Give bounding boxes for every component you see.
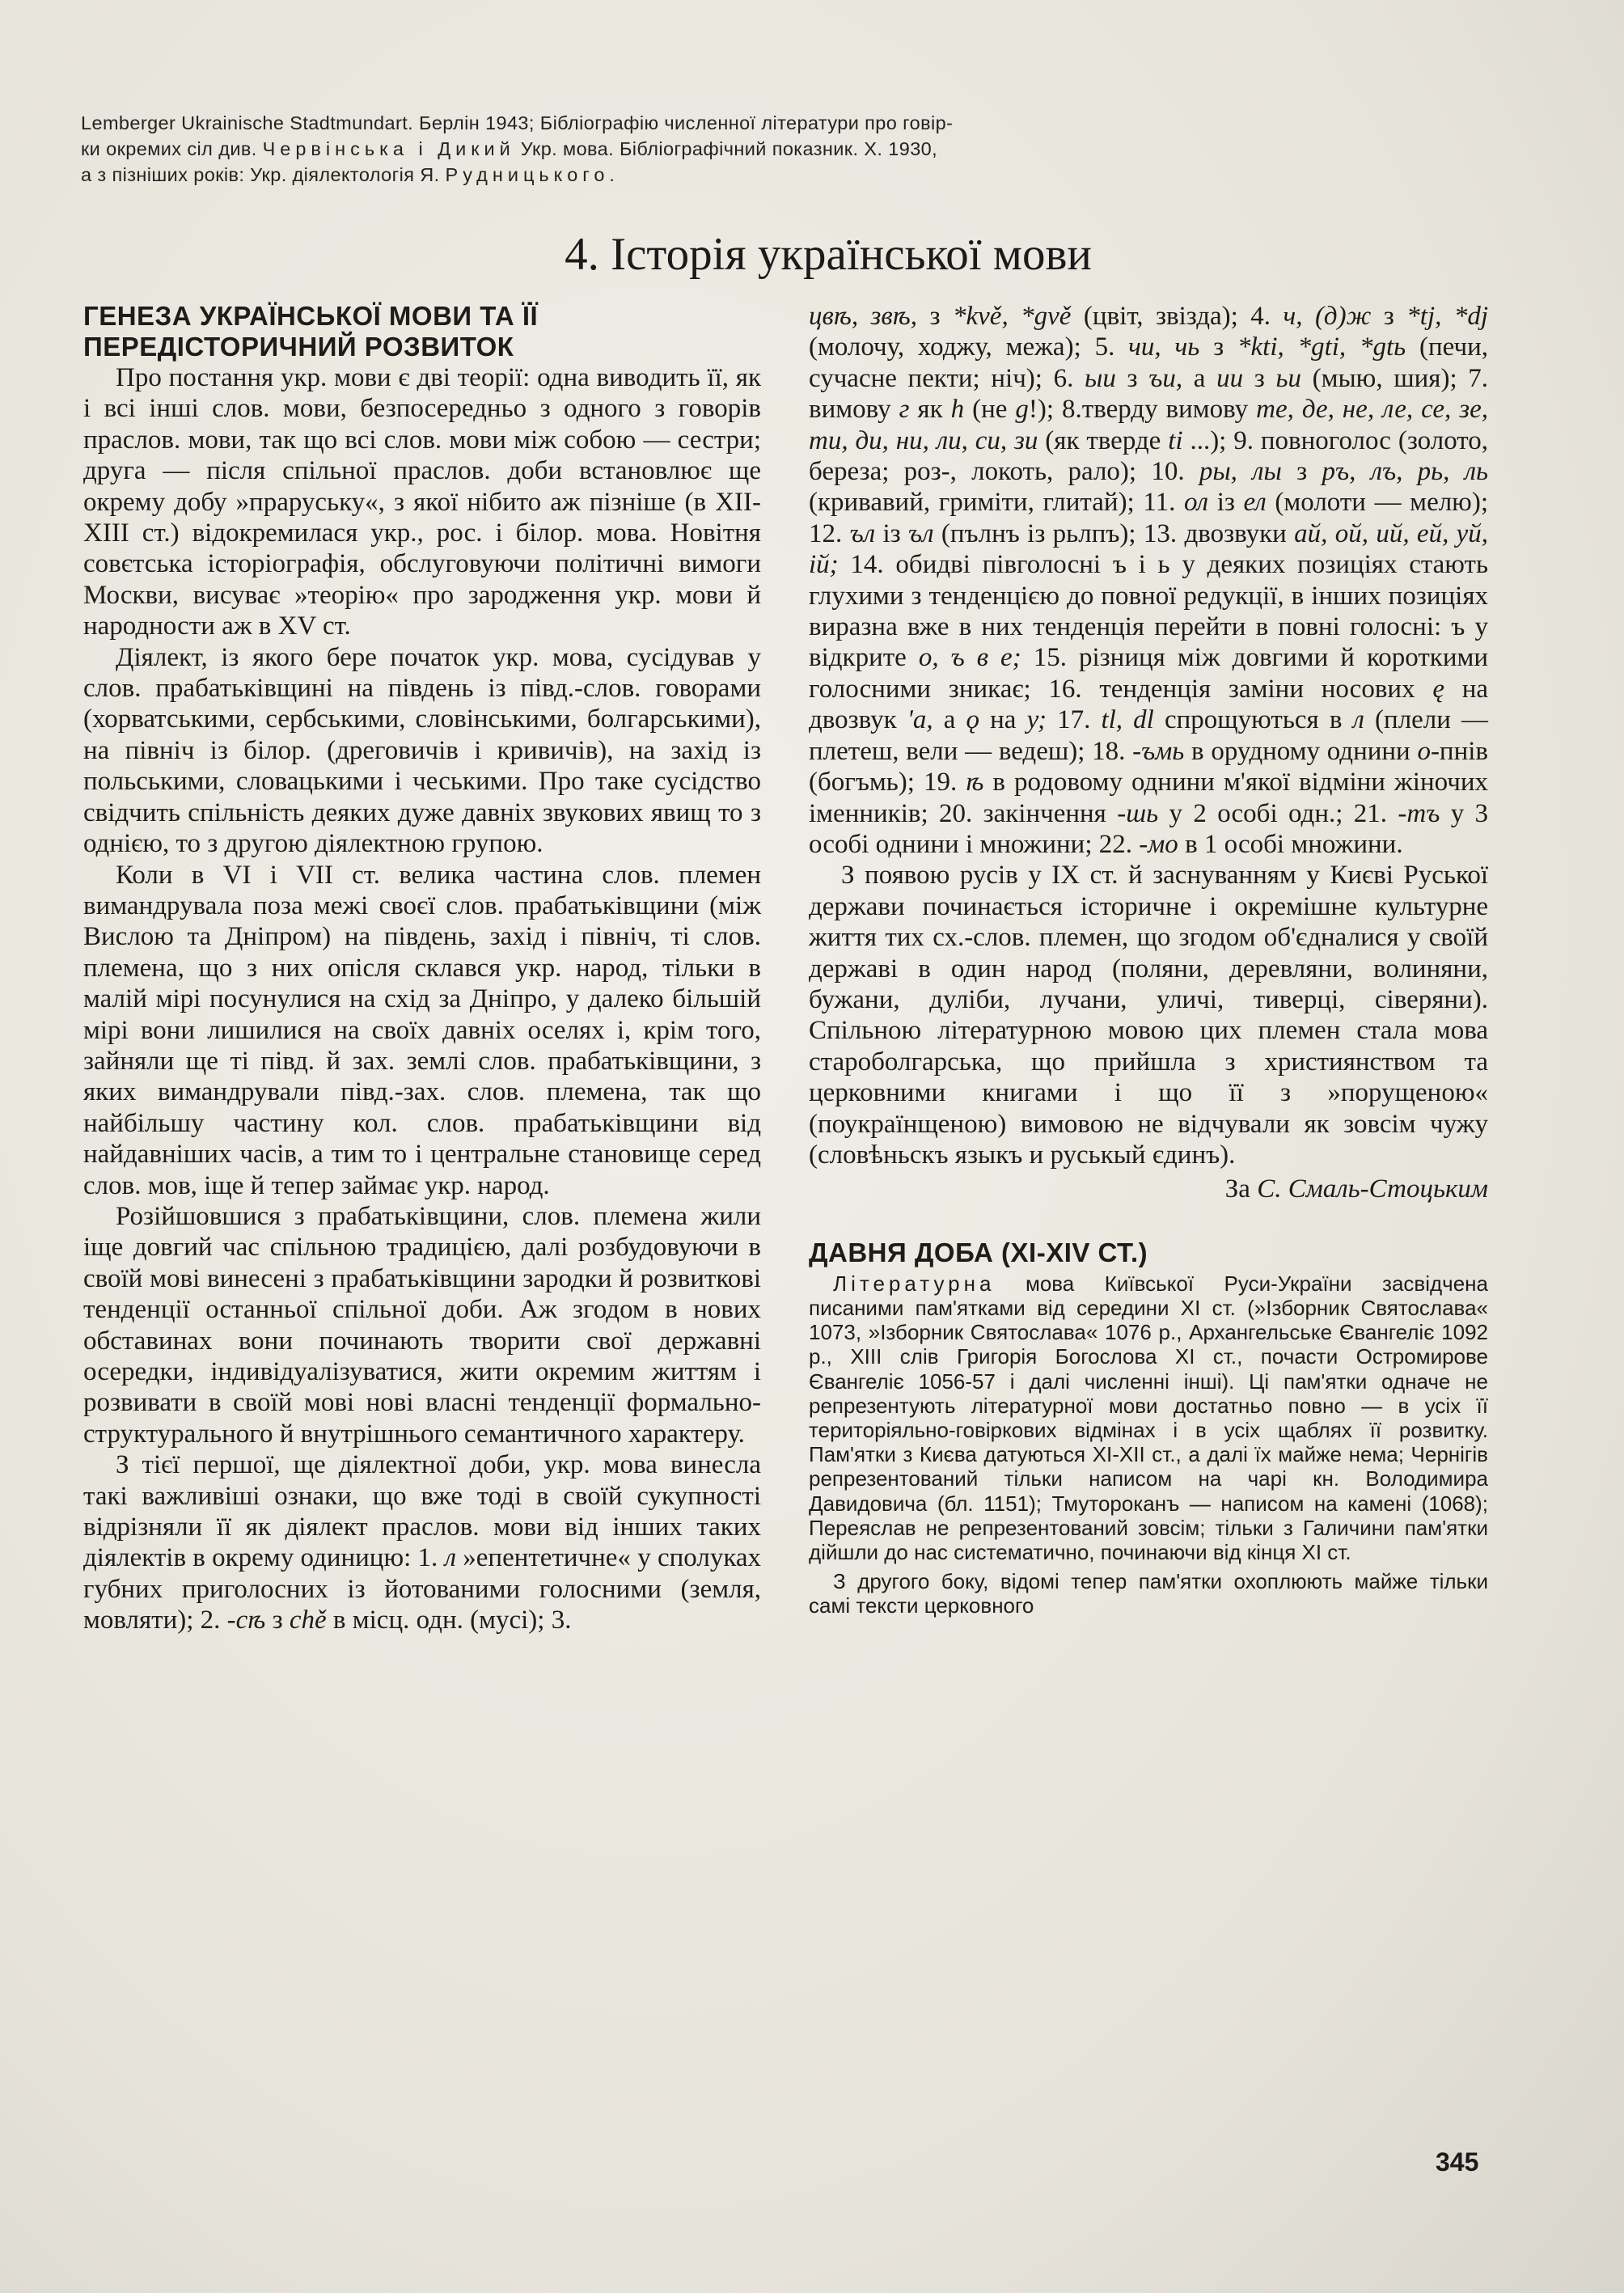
example-form: g bbox=[1015, 395, 1029, 425]
example-form: ии bbox=[1216, 363, 1244, 393]
example-form: -ъмь bbox=[1132, 736, 1185, 766]
paragraph-text: з bbox=[1383, 302, 1394, 331]
section-heading-line: ПЕРЕДІСТОРИЧНИЙ РОЗВИТОК bbox=[83, 332, 514, 362]
attribution bbox=[809, 1174, 1488, 1204]
subsection-heading: ДАВНЯ ДОБА (XI-XIV СТ.) bbox=[809, 1237, 1148, 1267]
paragraph-text: (молочу, ходжу, межа); 5. bbox=[809, 332, 1115, 362]
paragraph-text: з bbox=[929, 302, 941, 331]
paragraph-text: 17. bbox=[1057, 705, 1091, 735]
example-form: -шь bbox=[1117, 798, 1159, 828]
paragraph bbox=[83, 1449, 761, 1635]
example-form: *kti, *gti, *gtь bbox=[1237, 332, 1406, 362]
example-form: те, де, не, ле, се, зе, ти, ди, ни, ли, си, зи bbox=[809, 395, 1489, 455]
example-form: ръ, лъ, рь, ль bbox=[1322, 457, 1489, 487]
paragraph: З другого боку, відомі тепер пам'ятки охоплюють майже тільки самі тексти церковного bbox=[809, 1569, 1488, 1618]
paragraph-text: як bbox=[917, 395, 943, 425]
bibliography-author: Рудницького. bbox=[445, 164, 620, 185]
example-form: ѣ bbox=[966, 768, 984, 797]
paragraph: Коли в VI і VII ст. велика частина слов. племен вимандрувала поза межі своєї слов. прабатьківщини (між Вислою та Дніпром) на південь, захід і північ, ті слов. племена, що з них опісля склався укр. народ, тільки в малій мірі посунулися на схід за Дніпро, у далеко більшій мірі вони лишилися на своїх давніх оселях і, крім того, зайняли ще ті півд. й зах. землі слов. прабатьківщини, з яких вимандрували півд.-зах. слов. племена, так що найбільшу частину кол. слов. прабатьківщини від найдавніших часів, а тим то і центральне становище серед слов. мов, іще й тепер займає укр. народ. bbox=[83, 860, 761, 1200]
paragraph: Розійшовшися з прабатьківщини, слов. племена жили іще довгий час спільною традицією, далі розбудовуючи в своїй мові винесені з прабатьківщини зародки й розвиткові тенденції останньої спільної доби. Аж згодом в нових обставинах вони починають творити свої державні осередки, індивідуалізуватися, жити окремим життям і розвивати в своїй мові нові власні тенденції формально-структурального й внутрішнього семантичного характеру. bbox=[83, 1201, 761, 1449]
paragraph: Діялект, із якого бере початок укр. мова, сусідував у слов. прабатьківщині на південь із півд.-слов. говорами (хорватськими, сербськими, словінськими, болгарськими), на північ із білор. (дреговичів і кривичів), на захід із польськими, словацькими і чеськими. Про таке сусідство свідчить спільність деяких дуже давніх звукових явищ то з однією, то з другою діялектною групою. bbox=[83, 642, 761, 859]
paragraph-text: (як тверде bbox=[1045, 425, 1161, 455]
example-form: ел bbox=[1243, 488, 1267, 518]
example-form: -мо bbox=[1139, 829, 1178, 859]
left-column bbox=[83, 301, 761, 1636]
paragraph-text: з bbox=[272, 1606, 283, 1635]
paragraph-text: в орудному однини bbox=[1191, 736, 1410, 766]
bibliography-text: Укр. мова. Бібліографічний показник. Х. 1930, bbox=[520, 138, 938, 159]
example-form: ай, ой, ий, ей, уй, ій; bbox=[809, 518, 1489, 580]
paragraph-text: 14. обидві півголосні ъ і ь у деяких позиціях стають глухими з тенденцією до повної редукції, в інших позиціях виразна вже в них тенденція перейти в повні голосні: ъ у відкрите bbox=[809, 550, 1489, 673]
example-form: *tj, *dj bbox=[1406, 302, 1489, 331]
example-form: ъл bbox=[908, 518, 934, 548]
example-form: ыи bbox=[1085, 363, 1116, 393]
example-form: *kvě, *gvě bbox=[953, 302, 1072, 331]
paragraph-text: мова Київської Руси-України засвідчена писаними пам'ятками від середини XI ст. (»Ізборник Святослава« 1073, »Ізборник Святослава« 1076 р., Архангельське Євангеліє 1092 р., XIII слів Григорія Богослова XI ст., почасти Остромирове Євангеліє 1056-57 і далі численні інші). Ці пам'ятки одначе не репрезентують літературної мови достатньо повно — в усіх її територіяльно-говіркових відмінах і в усіх щаблях її розвитку. Пам'ятки з Києва датуються XI-XII ст., а далі їх майже нема; Чернігів репрезентований тільки написом на чарі кн. Володимира Давидовича (бл. 1151); Тмутороканъ — написом на камені (1068); Переяслав не репрезентований зовсім; тільки з Галичини пам'ятки дійшли до нас систематично, починаючи від кінця XI ст. bbox=[809, 1271, 1488, 1565]
paragraph-text: (плели — плетеш, вели — ведеш); 18. bbox=[809, 705, 1489, 766]
bibliography-authors: Червінська і Дикий bbox=[262, 138, 515, 159]
paragraph-text: 15. різниця між довгими й короткими голосними зникає; 16. тенденція заміни носових bbox=[809, 643, 1489, 704]
paragraph-text: у 2 особі одн.; 21. bbox=[1169, 798, 1388, 828]
bibliography-line-1 bbox=[81, 110, 1496, 136]
paragraph-text: в 1 особі множини. bbox=[1185, 829, 1403, 859]
paragraph-text: (пълнъ із рьлпъ); 13. двозвуки bbox=[941, 518, 1287, 548]
paragraph-text: спрощуються в bbox=[1164, 705, 1343, 735]
example-form: ол bbox=[1184, 488, 1209, 518]
example-form: ʹа, bbox=[907, 705, 933, 735]
paragraph-text: !); 8.тверду вимову bbox=[1028, 395, 1249, 425]
example-form: -тъ bbox=[1398, 798, 1440, 828]
example-form: у; bbox=[1026, 705, 1047, 735]
paragraph-text: (печи, сучасне пекти; ніч); 6. bbox=[809, 332, 1489, 393]
paragraph-text: в місц. одн. (мусі); 3. bbox=[332, 1606, 572, 1635]
attribution-author: С. Смаль-Стоцьким bbox=[1257, 1174, 1488, 1204]
paragraph-text: »епентетичне« у сполуках губних приголосних із йотованими голосними (земля, мовляти); 2. bbox=[83, 1543, 762, 1635]
paragraph-text: із bbox=[1216, 488, 1235, 518]
paragraph-text: а bbox=[943, 705, 956, 735]
paragraph-text: (кривавий, гриміти, глитай); 11. bbox=[809, 488, 1176, 518]
example-form: цвѣ, звѣ, bbox=[809, 302, 918, 331]
section-heading bbox=[83, 301, 761, 362]
page-number: 345 bbox=[1436, 2147, 1479, 2177]
example-form: л bbox=[444, 1543, 456, 1573]
paragraph: З появою русів у IX ст. й заснуванням у Києві Руської держави починається історичне і окремішне культурне життя тих сх.-слов. племен, що згодом об'єдналися у своїй державі в один народ (поляни, деревляни, волиняни, бужани, дуліби, лучани, уличі, тиверці, сіверяни). Спільною літературною мовою цих племен стала мова староболгарська, що прийшла з християнством та церковними книгами і що її з »порущеною« (поукраїнщеною) вимовою не відчували як зовсім чужу (словѣньскъ языкъ и руськый єдинъ). bbox=[809, 861, 1488, 1170]
example-form: ьи bbox=[1275, 363, 1301, 393]
paragraph-text: з bbox=[1296, 457, 1308, 487]
example-form: о, ъ в е; bbox=[918, 643, 1021, 673]
paragraph: Про постання укр. мови є дві теорії: одна виводить її, як і всі інші слов. мови, безпосередньо з одного з говорів праслов. мови, так що всі слов. мови між собою — сестри; друга — після спільної праслов. доби встановлює ще окрему добу »праруську«, з якої нібито аж пізніше (в XII-XIII ст.) відокремилася укр., рос. і білор. мова. Новітня совєтська історіографія, обслуговуючи політичні вимоги Москви, висуває »теорію« про зародження укр. мови й народности аж в XV ст. bbox=[83, 363, 761, 641]
section-heading-line: ГЕНЕЗА УКРАЇНСЬКОЇ МОВИ ТА ЇЇ bbox=[83, 301, 539, 331]
bibliography-line-2 bbox=[81, 136, 1496, 162]
bibliography-note bbox=[81, 110, 1496, 188]
paragraph-text: З тієї першої, ще діялектної доби, укр. мова винесла такі важливіші ознаки, що вже тоді в своїй сукупності відрізняли її як діялект праслов. мови від інших таких діялектів в окрему одиницю: 1. bbox=[83, 1450, 761, 1573]
paragraph-text: в родовому однини м'якої відміни жіночих іменників; 20. закінчення bbox=[809, 768, 1489, 828]
bibliography-text: Lemberger Ukrainische Stadtmundart. Берлін 1943; Бібліографію численної літератури про говір- bbox=[81, 112, 954, 133]
bibliography-text: а з пізніших років: Укр. діялектологія Я. bbox=[81, 164, 440, 185]
paragraph-text: -пнів (богъмь); 19. bbox=[809, 736, 1488, 797]
example-form: ъл bbox=[849, 518, 876, 548]
example-form: ч, (д)ж bbox=[1283, 302, 1372, 331]
paragraph-text: з bbox=[1127, 363, 1138, 393]
right-column bbox=[809, 301, 1488, 1618]
attribution-prefix: За bbox=[1224, 1174, 1250, 1204]
paragraph-text: у 3 особі однини і множини; 22. bbox=[809, 798, 1489, 859]
example-form: чи, чь bbox=[1128, 332, 1200, 362]
example-form: ti bbox=[1168, 425, 1183, 455]
example-form: h bbox=[950, 395, 965, 425]
paragraph-text: (цвіт, звізда); 4. bbox=[1083, 302, 1271, 331]
paragraph-text: (мыю, шия); 7. вимову bbox=[809, 363, 1489, 425]
example-form: ę bbox=[1432, 674, 1444, 704]
spaced-term: Літературна bbox=[833, 1271, 996, 1296]
paragraph-text: ...); 9. повноголос (золото, береза; роз-, локоть, рало); 10. bbox=[809, 425, 1488, 487]
paragraph-text: із bbox=[882, 518, 901, 548]
paragraph-text: (не bbox=[972, 395, 1008, 425]
example-form: ры, лы bbox=[1199, 457, 1282, 487]
paragraph-text: на bbox=[990, 705, 1017, 735]
paragraph-text: з bbox=[1213, 332, 1224, 362]
bibliography-text: ки окремих сіл див. bbox=[81, 138, 257, 159]
example-form: о bbox=[1417, 736, 1431, 766]
example-form: ǫ bbox=[966, 705, 980, 735]
example-form: chě bbox=[289, 1606, 327, 1635]
example-form: л bbox=[1352, 705, 1364, 735]
paragraph-text: а bbox=[1193, 363, 1206, 393]
paragraph-text: з bbox=[1254, 363, 1265, 393]
example-form: г bbox=[899, 395, 910, 425]
example-form: tl, dl bbox=[1101, 705, 1154, 735]
example-form: -сѣ bbox=[226, 1606, 266, 1635]
example-form: ъи, bbox=[1148, 363, 1183, 393]
bibliography-line-3 bbox=[81, 162, 1496, 188]
paragraph-text: (молоти — мелю); 12. bbox=[809, 488, 1488, 548]
features-list-continuation bbox=[809, 301, 1488, 860]
paragraph-text: на двозвук bbox=[809, 674, 1489, 735]
section-title: 4. Історія української мови bbox=[565, 229, 1092, 280]
paragraph bbox=[809, 1271, 1488, 1564]
